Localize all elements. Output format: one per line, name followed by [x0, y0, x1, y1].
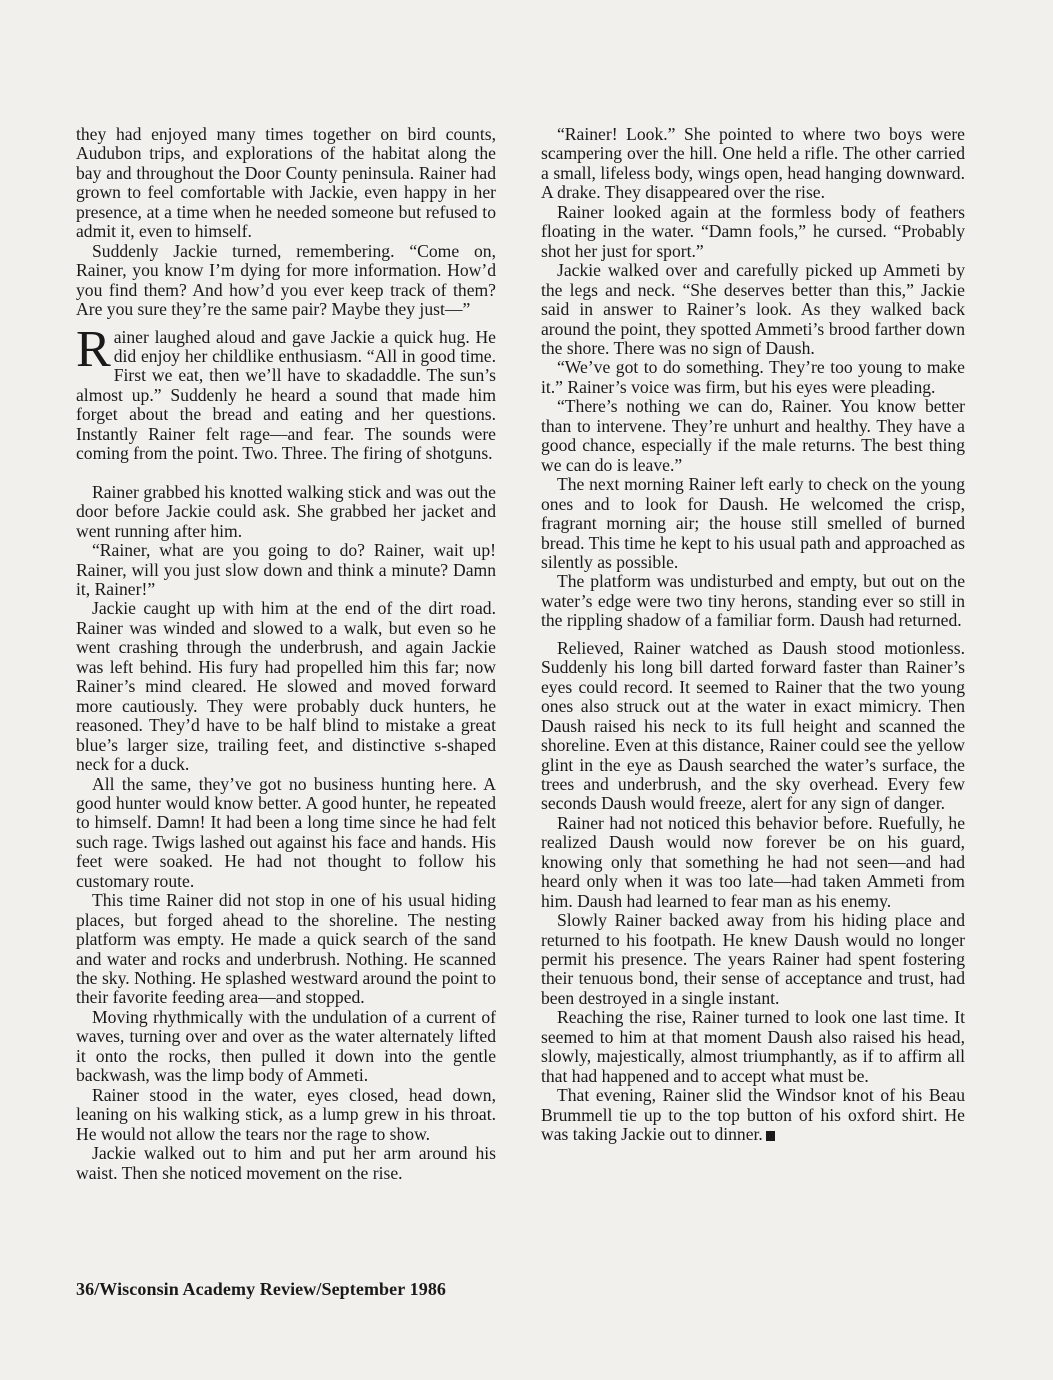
paragraph: they had enjoyed many times together on bird counts, Audubon trips, and explorations of the habitat along the bay and throughout the Door County peninsula. Rainer had grown to feel comfortable with Jackie, even happy in her presence, at a time when he needed someone but refused to admit it, even to himself. [76, 124, 496, 242]
paragraph: The next morning Rainer left early to check on the young ones and to look for Daush. He welcomed the crisp, fragrant morning air; the house still smelled of burned bread. This time he kept to his usual path and approached as silently as possible. [541, 474, 965, 572]
paragraph: Moving rhythmically with the undulation of a current of waves, turning over and over as the water alternately lifted it onto the rocks, then pulled it down into the gentle backwash, was the limp body of Ammeti. [76, 1006, 496, 1086]
paragraph-text: ainer laughed aloud and gave Jackie a quick hug. He did enjoy her childlike enthusiasm. “All in good time. First we eat, then we’ll have to skadaddle. The sun’s almost up.” Suddenly he heard a sound that made him forget about the bread and eating and her questions. Instantly Rainer felt rage—and fear. The sounds were coming from the point. Two. Three. The firing of shotguns. [76, 326, 496, 464]
paragraph: The platform was undisturbed and empty, but out on the water’s edge were two tiny herons, standing ever so still in the rippling shadow of a familiar form. Daush had returned. [541, 571, 965, 631]
drop-cap: R [76, 320, 111, 378]
final-paragraph [541, 1086, 965, 1144]
paragraph: Rainer had not noticed this behavior before. Ruefully, he realized Daush would now forever be on his guard, knowing only that something he had not seen—and had heard only when it was too late—had taken Ammeti from him. Daush had learned to fear man as his enemy. [541, 812, 965, 911]
paragraph: “There’s nothing we can do, Rainer. You know better than to intervene. They’re unhurt and healthy. They have a good chance, especially if the male returns. The best thing we can do is leave.” [541, 396, 965, 475]
paragraph: Suddenly Jackie turned, remembering. “Come on, Rainer, you know I’m dying for more information. How’d you find them? And how’d you ever keep track of them? Are you sure they’re the same pair? Maybe they just—” [76, 240, 496, 320]
paragraph: Jackie caught up with him at the end of the dirt road. Rainer was winded and slowed to a walk, but even so he went crashing through the underbrush, and again Jackie was left behind. His fury had propelled him this far; now Rainer’s mind cleared. He slowed and moved forward more cautiously. They were probably duck hunters, he reasoned. They’d have to be half blind to mistake a great blue’s larger size, trailing feet, and distinctive s-shaped neck for a duck. [76, 598, 496, 775]
paragraph: Rainer stood in the water, eyes closed, head down, leaning on his walking stick, as a lump grew in his throat. He would not allow the tears nor the rage to show. [76, 1084, 496, 1144]
end-mark-icon [766, 1131, 775, 1141]
paragraph: Slowly Rainer backed away from his hiding place and returned to his footpath. He knew Daush would no longer permit his presence. The years Rainer had spent fostering their tenuous bond, their sense of acceptance and trust, had been destroyed in a single instant. [541, 910, 965, 1008]
paragraph: Reaching the rise, Rainer turned to look one last time. It seemed to him at that moment Daush also raised his head, slowly, majestically, almost triumphantly, as if to affirm all that had happened and to accept what must be. [541, 1007, 965, 1086]
left-column [76, 125, 496, 1183]
paragraph: “Rainer, what are you going to do? Rainer, wait up! Rainer, will you just slow down and think a minute? Damn it, Rainer!” [76, 540, 496, 599]
paragraph: All the same, they’ve got no business hunting here. A good hunter would know better. A good hunter, he repeated to himself. Damn! It had been a long time since he had felt such rage. Twigs lashed out against his face and hands. His feet were soaked. He had not thought to follow his customary route. [76, 773, 496, 891]
paragraph: Jackie walked over and carefully picked up Ammeti by the legs and neck. “She deserves better than this,” Jackie said in answer to Rainer’s look. As they walked back around the point, they spotted Ammeti’s brood farther down the shore. There was no sign of Daush. [541, 260, 965, 358]
paragraph-with-drop-cap [76, 320, 496, 464]
paragraph-text: That evening, Rainer slid the Windsor knot of his Beau Brummell tie up to the top button of his oxford shirt. He was taking Jackie out to dinner. [541, 1085, 965, 1145]
paragraph: Jackie walked out to him and put her arm around his waist. Then she noticed movement on the rise. [76, 1143, 496, 1183]
paragraph: Rainer grabbed his knotted walking stick and was out the door before Jackie could ask. She grabbed her jacket and went running after him. [76, 481, 496, 541]
paragraph: Relieved, Rainer watched as Daush stood motionless. Suddenly his long bill darted forward faster than Rainer’s eyes could record. It seemed to Rainer that the two young ones also struck out at the water in exact mimicry. Then Daush raised his neck to its full height and scanned the shoreline. Even at this distance, Rainer could see the yellow glint in the eye as Daush searched the water’s surface, the trees and underbrush, and the sky overhead. Every few seconds Daush would freeze, alert for any sign of danger. [541, 637, 965, 814]
paragraph: This time Rainer did not stop in one of his usual hiding places, but forged ahead to the shoreline. The nesting platform was empty. He made a quick search of the sand and water and rocks and underbrush. Nothing. He scanned the sky. Nothing. He splashed westward around the point to their favorite feeding area—and stopped. [76, 890, 496, 1008]
right-column [541, 125, 965, 1145]
paragraph: “We’ve got to do something. They’re too young to make it.” Rainer’s voice was firm, but his eyes were pleading. [541, 357, 965, 397]
paragraph: “Rainer! Look.” She pointed to where two boys were scampering over the hill. One held a rifle. The other carried a small, lifeless body, wings open, head hanging downward. A drake. They disappeared over the rise. [541, 124, 965, 203]
paragraph: Rainer looked again at the formless body of feathers floating in the water. “Damn fools,” he cursed. “Probably shot her just for sport.” [541, 201, 965, 261]
page-footer: 36/Wisconsin Academy Review/September 1986 [76, 1279, 447, 1299]
